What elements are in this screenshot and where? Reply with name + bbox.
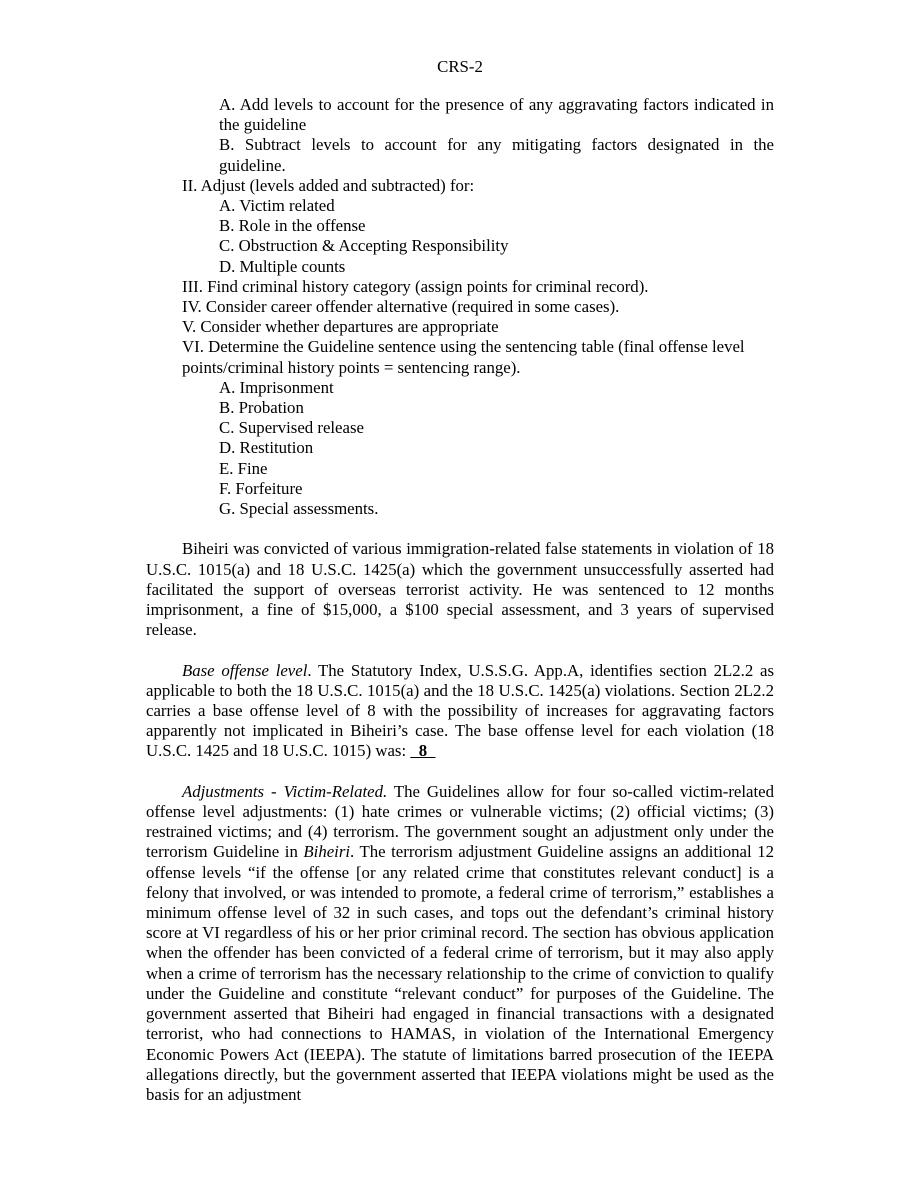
base-offense-body: . The Statutory Index, U.S.S.G. App.A, identifies section 2L2.2 as applicable to both the 18 U.S.C. 1015(a) and the 18 U.S.C. 1425(a) violations. Section 2L2.2 carries a base offense level of 8 with the possibility of increases for aggravating factors apparently not implicated in Biheiri’s case. The base offense level for each violation (18 U.S.C. 1425 and 18 U.S.C. 1015) was:: [146, 660, 774, 761]
guideline-steps-outline: [146, 95, 774, 519]
outline-item: A. Victim related: [219, 196, 335, 216]
case-name: Biheiri: [303, 842, 351, 862]
outline-item: C. Supervised release: [219, 418, 364, 438]
outline-item: E. Fine: [219, 458, 268, 478]
outline-item: B. Subtract levels to account for any mitigating factors designated in the guideline.: [219, 135, 774, 175]
base-offense-heading: Base offense level: [182, 660, 308, 680]
victim-related-body-part-2: . The terrorism adjustment Guideline assigns an additional 12 offense levels “if the offense [or any related crime that constitutes relevant conduct] is a felony that involved, or was intended to promote, a federal crime of terrorism,” establishes a minimum offense level of 32 in such cases, and tops out the defendant’s criminal history score at VI regardless of his or her prior criminal record. The section has obvious application when the offender has been convicted of a federal crime of terrorism, but it may also apply when a crime of terrorism has the necessary relationship to the crime of conviction to qualify under the Guideline and constitute “relevant conduct” for purposes of the Guideline. The government asserted that Biheiri had engaged in financial transactions with a designated terrorist, who had connections to HAMAS, in violation of the International Emergency Economic Powers Act (IEEPA). The statute of limitations barred prosecution of the IEEPA allegations directly, but the government asserted that IEEPA violations might be used as the basis for an adjustment: [146, 842, 775, 1104]
outline-item: F. Forfeiture: [219, 478, 303, 498]
victim-related-paragraph: [146, 782, 774, 1105]
outline-item: C. Obstruction & Accepting Responsibility: [219, 236, 509, 256]
outline-item: A. Add levels to account for the presence of any aggravating factors indicated in the guideline: [219, 95, 774, 135]
outline-item: IV. Consider career offender alternative (required in some cases).: [182, 297, 620, 317]
outline-item: D. Restitution: [219, 438, 314, 458]
outline-item: D. Multiple counts: [219, 256, 346, 276]
outline-item: III. Find criminal history category (assign points for criminal record).: [182, 276, 649, 296]
victim-related-heading: Adjustments - Victim-Related.: [182, 781, 388, 801]
intro-paragraph: Biheiri was convicted of various immigration-related false statements in violation of 18 U.S.C. 1015(a) and 18 U.S.C. 1425(a) which the government unsuccessfully asserted had facilitated the support of overseas terrorist activity. He was sentenced to 12 months imprisonment, a fine of $15,000, a $100 special assessment, and 3 years of supervised release.: [146, 539, 774, 640]
outline-item: B. Role in the offense: [219, 216, 366, 236]
base-offense-paragraph: [146, 661, 774, 762]
document-body: [146, 95, 774, 1105]
victim-related-body-part-1: The Guidelines allow for four so-called victim-related offense level adjustments: (1) hate crimes or vulnerable victims; (2) official victims; (3) restrained victims; and (4) terrorism. The government sought an adjustment only under the terrorism Guideline in: [146, 781, 774, 862]
base-offense-level-value: 8: [410, 741, 436, 761]
outline-item: VI. Determine the Guideline sentence using the sentencing table (final offense level points/criminal history points = sentencing range).: [182, 337, 745, 377]
outline-item: II. Adjust (levels added and subtracted) for:: [182, 175, 475, 195]
outline-item: V. Consider whether departures are appropriate: [182, 317, 499, 337]
outline-item: B. Probation: [219, 398, 304, 418]
outline-item: G. Special assessments.: [219, 499, 379, 519]
outline-item: A. Imprisonment: [219, 377, 334, 397]
page-header: CRS-2: [437, 57, 483, 76]
